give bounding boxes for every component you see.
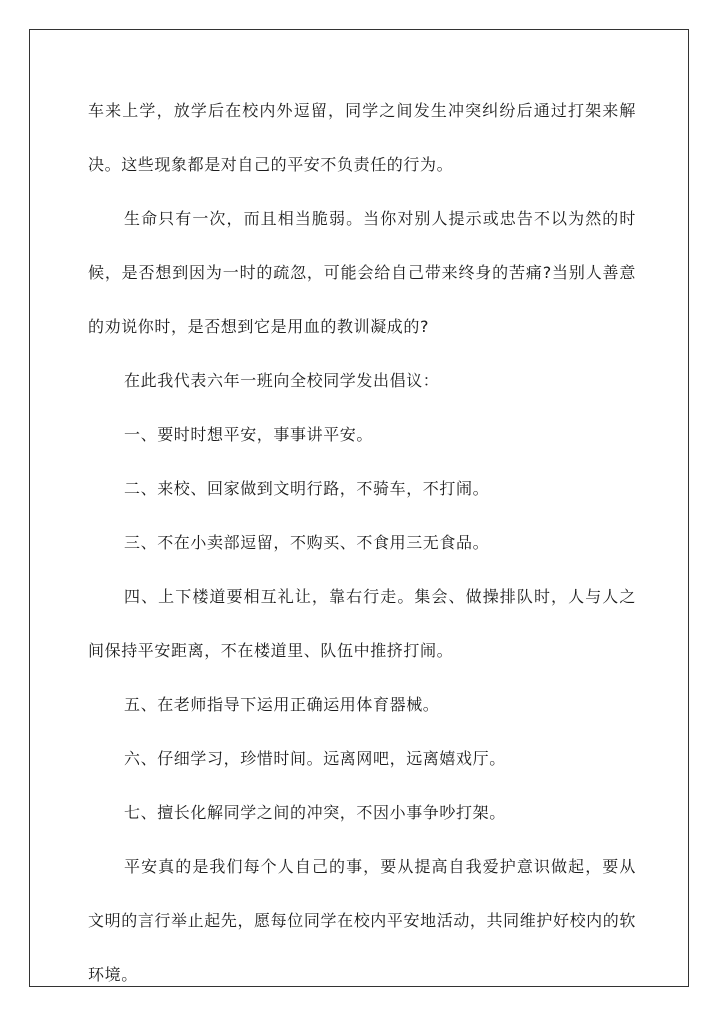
paragraph: 平安真的是我们每个人自己的事，要从提高自我爱护意识做起，要从文明的言行举止起先，愿每位同学在校内平安地活动，共同维护好校内的软环境。 [88,857,636,984]
document-body [88,84,636,1002]
paragraph: 车来上学，放学后在校内外逗留，同学之间发生冲突纠纷后通过打架来解决。这些现象都是对自己的平安不负责任的行为。 [88,101,636,174]
paragraph: 生命只有一次，而且相当脆弱。当你对别人提示或忠告不以为然的时候，是否想到因为一时的疏忽，可能会给自己带来终身的苦痛?当别人善意的劝说你时，是否想到它是用血的教训凝成的? [88,209,636,336]
list-item: 五、在老师指导下运用正确运用体育器械。 [124,695,440,714]
list-item: 二、来校、回家做到文明行路，不骑车，不打闹。 [124,479,490,498]
list-item: 七、擅长化解同学之间的冲突，不因小事争吵打架。 [124,803,506,822]
paragraph: 在此我代表六年一班向全校同学发出倡议： [124,371,440,390]
list-item: 三、不在小卖部逗留，不购买、不食用三无食品。 [124,533,490,552]
list-item: 六、仔细学习，珍惜时间。远离网吧，远离嬉戏厅。 [124,749,506,768]
list-item: 四、上下楼道要相互礼让，靠右行走。集会、做操排队时，人与人之间保持平安距离，不在楼道里、队伍中推挤打闹。 [88,587,636,660]
list-item: 一、要时时想平安，事事讲平安。 [124,425,374,444]
